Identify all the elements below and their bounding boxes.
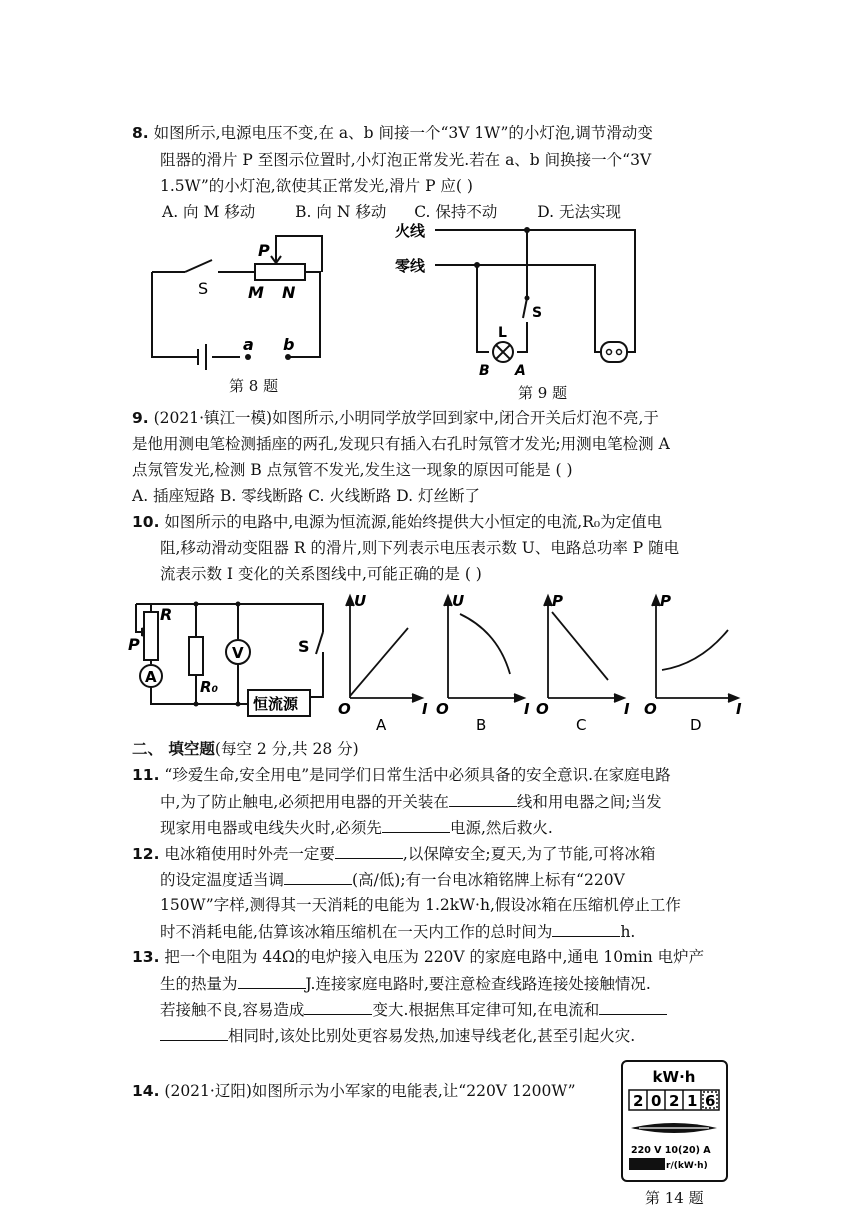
q8-caption: 第 8 题 xyxy=(229,377,279,395)
q13-line1: 13. 把一个电阻为 44Ω的电炉接入电压为 220V 的家庭电路中,通电 10min 电炉产 xyxy=(132,948,705,966)
graph-d-label: D xyxy=(690,716,702,734)
q8-option-a: A. 向 M 移动 xyxy=(162,203,256,221)
graph-d-curve xyxy=(662,630,728,670)
label-p: P xyxy=(258,241,270,260)
label-r: R xyxy=(160,605,173,624)
label-a: a xyxy=(243,335,254,354)
graph-b-origin: O xyxy=(436,700,449,718)
label-p: P xyxy=(128,635,140,654)
meter-digit-2: 0 xyxy=(651,1092,662,1110)
label-ammeter: A xyxy=(145,668,157,686)
meter-unit: kW·h xyxy=(652,1068,696,1086)
junction-3 xyxy=(194,702,199,707)
q9-circuit-diagram xyxy=(395,220,655,380)
q9-line1: 9. (2021·镇江一模)如图所示,小明同学放学回到家中,闭合开关后灯泡不亮,于 xyxy=(132,409,659,427)
graph-c-origin: O xyxy=(536,700,549,718)
q12-line1: 12. 电冰箱使用时外壳一定要 ,以保障安全;夏天,为了节能,可将冰箱 xyxy=(132,842,655,865)
q8-line2: 阻器的滑片 P 至图示位置时,小灯泡正常发光.若在 a、b 间换接一个“3V xyxy=(160,151,652,169)
q11-blank-2[interactable] xyxy=(382,816,450,833)
junction-1 xyxy=(194,602,199,607)
graph-c-y-label: P xyxy=(552,592,563,610)
q8-option-c: C. 保持不动 xyxy=(414,203,498,221)
q10-graphs xyxy=(330,590,760,740)
junction-4 xyxy=(236,702,241,707)
meter-redacted-constant xyxy=(629,1158,665,1170)
graph-b-curve xyxy=(460,614,510,674)
q13-line3: 若接触不良,容易造成 变大.根据焦耳定律可知,在电流和 xyxy=(160,998,667,1021)
q14-line1: 14. (2021·辽阳)如图所示为小军家的电能表,让“220V 1200W” xyxy=(132,1082,576,1100)
q12-blank-2[interactable] xyxy=(284,868,352,885)
q13-blank-2[interactable] xyxy=(304,998,372,1015)
section2-heading: 二、 填空题(每空 2 分,共 28 分) xyxy=(132,740,359,758)
junction-neutral xyxy=(474,262,480,268)
q9-caption: 第 9 题 xyxy=(518,384,568,402)
q12-blank-1[interactable] xyxy=(335,842,403,859)
graph-c-label: C xyxy=(576,716,587,734)
label-neutral: 零线 xyxy=(395,257,426,275)
q9-line3: 点氖管发光,检测 B 点氖管不发光,发生这一现象的原因可能是 ( ) xyxy=(132,461,573,479)
q13-blank-3[interactable] xyxy=(599,998,667,1015)
meter-digit-4: 1 xyxy=(687,1092,698,1110)
q10-line3: 流表示数 I 变化的关系图线中,可能正确的是 ( ) xyxy=(160,565,482,583)
q11-line1: 11. “珍爱生命,安全用电”是同学们日常生活中必须具备的安全意识.在家庭电路 xyxy=(132,766,671,784)
meter-disc-icon xyxy=(631,1123,717,1133)
q12-line4: 时不消耗电能,估算该冰箱压缩机在一天内工作的总时间为 h. xyxy=(160,920,635,943)
junction-2 xyxy=(236,602,241,607)
label-n: N xyxy=(282,283,296,302)
label-m: M xyxy=(248,283,264,302)
q12-blank-3[interactable] xyxy=(552,920,620,937)
label-a: A xyxy=(515,363,526,379)
graph-d-origin: O xyxy=(644,700,657,718)
meter-digit-5: 6 xyxy=(705,1092,716,1110)
graph-b-label: B xyxy=(476,716,487,734)
label-s: S xyxy=(198,279,209,298)
q13-blank-1[interactable] xyxy=(238,972,306,989)
electricity-meter-face xyxy=(621,1060,728,1182)
meter-rating: 220 V 10(20) A xyxy=(631,1145,711,1156)
label-s: S xyxy=(298,637,310,656)
q11-line3: 现家用电器或电线失火时,必须先 电源,然后救火. xyxy=(160,816,553,839)
graph-d-y-label: P xyxy=(660,592,671,610)
label-voltmeter: V xyxy=(232,644,244,662)
graph-a-label: A xyxy=(376,716,387,734)
graph-a-curve xyxy=(350,628,408,696)
label-b: b xyxy=(283,335,295,354)
q13-line4: 相同时,该处比别处更容易发热,加速导线老化,甚至引起火灾. xyxy=(160,1024,635,1047)
q13-line2: 生的热量为 J.连接家庭电路时,要注意检查线路连接处接触情况. xyxy=(160,972,651,995)
graph-c-curve xyxy=(552,612,608,680)
q13-blank-3-cont[interactable] xyxy=(160,1024,228,1041)
q8-option-b: B. 向 N 移动 xyxy=(295,203,387,221)
graph-b-y-label: U xyxy=(452,592,465,610)
label-r0: R₀ xyxy=(200,678,219,696)
q11-line2: 中,为了防止触电,必须把用电器的开关装在 线和用电器之间;当发 xyxy=(160,790,662,813)
label-source: 恒流源 xyxy=(253,695,299,713)
graph-c-x-label: I xyxy=(624,700,630,718)
label-l: L xyxy=(498,325,507,341)
graph-d-x-label: I xyxy=(736,700,742,718)
terminal-b xyxy=(285,354,291,360)
q14-caption: 第 14 题 xyxy=(645,1189,704,1207)
graph-a-origin: O xyxy=(338,700,351,718)
q8-option-d: D. 无法实现 xyxy=(537,203,621,221)
label-live: 火线 xyxy=(395,222,426,240)
meter-digit-3: 2 xyxy=(669,1092,680,1110)
label-b: B xyxy=(479,363,490,379)
terminal-a xyxy=(245,354,251,360)
graph-b-x-label: I xyxy=(524,700,530,718)
label-s: S xyxy=(532,305,543,321)
q12-line3: 150W”字样,测得其一天消耗的电能为 1.2kW·h,假设冰箱在压缩机停止工作 xyxy=(160,896,681,914)
graph-a-x-label: I xyxy=(422,700,428,718)
q8-line3: 1.5W”的小灯泡,欲使其正常发光,滑片 P 应( ) xyxy=(160,177,473,195)
q11-blank-1[interactable] xyxy=(449,790,517,807)
q8-line1: 8. 如图所示,电源电压不变,在 a、b 间接一个“3V 1W”的小灯泡,调节滑动变 xyxy=(132,124,653,142)
meter-rev-unit: r/(kW·h) xyxy=(666,1161,708,1171)
q10-line1: 10. 如图所示的电路中,电源为恒流源,能始终提供大小恒定的电流,R₀为定值电 xyxy=(132,513,663,531)
q12-line2: 的设定温度适当调 (高/低);有一台电冰箱铭牌上标有“220V xyxy=(160,868,625,891)
q9-options: A. 插座短路 B. 零线断路 C. 火线断路 D. 灯丝断了 xyxy=(132,487,480,505)
q10-circuit-diagram xyxy=(128,592,338,722)
socket-hole-right xyxy=(617,350,622,355)
graph-a-y-label: U xyxy=(354,592,367,610)
junction-live xyxy=(524,227,530,233)
q8-circuit-diagram xyxy=(140,222,330,372)
switch-contact xyxy=(525,296,530,301)
socket-hole-left xyxy=(607,350,612,355)
q10-line2: 阻,移动滑动变阻器 R 的滑片,则下列表示电压表示数 U、电路总功率 P 随电 xyxy=(160,539,680,557)
q9-line2: 是他用测电笔检测插座的两孔,发现只有插入右孔时氖管才发光;用测电笔检测 A xyxy=(132,435,670,453)
meter-digit-1: 2 xyxy=(633,1092,644,1110)
